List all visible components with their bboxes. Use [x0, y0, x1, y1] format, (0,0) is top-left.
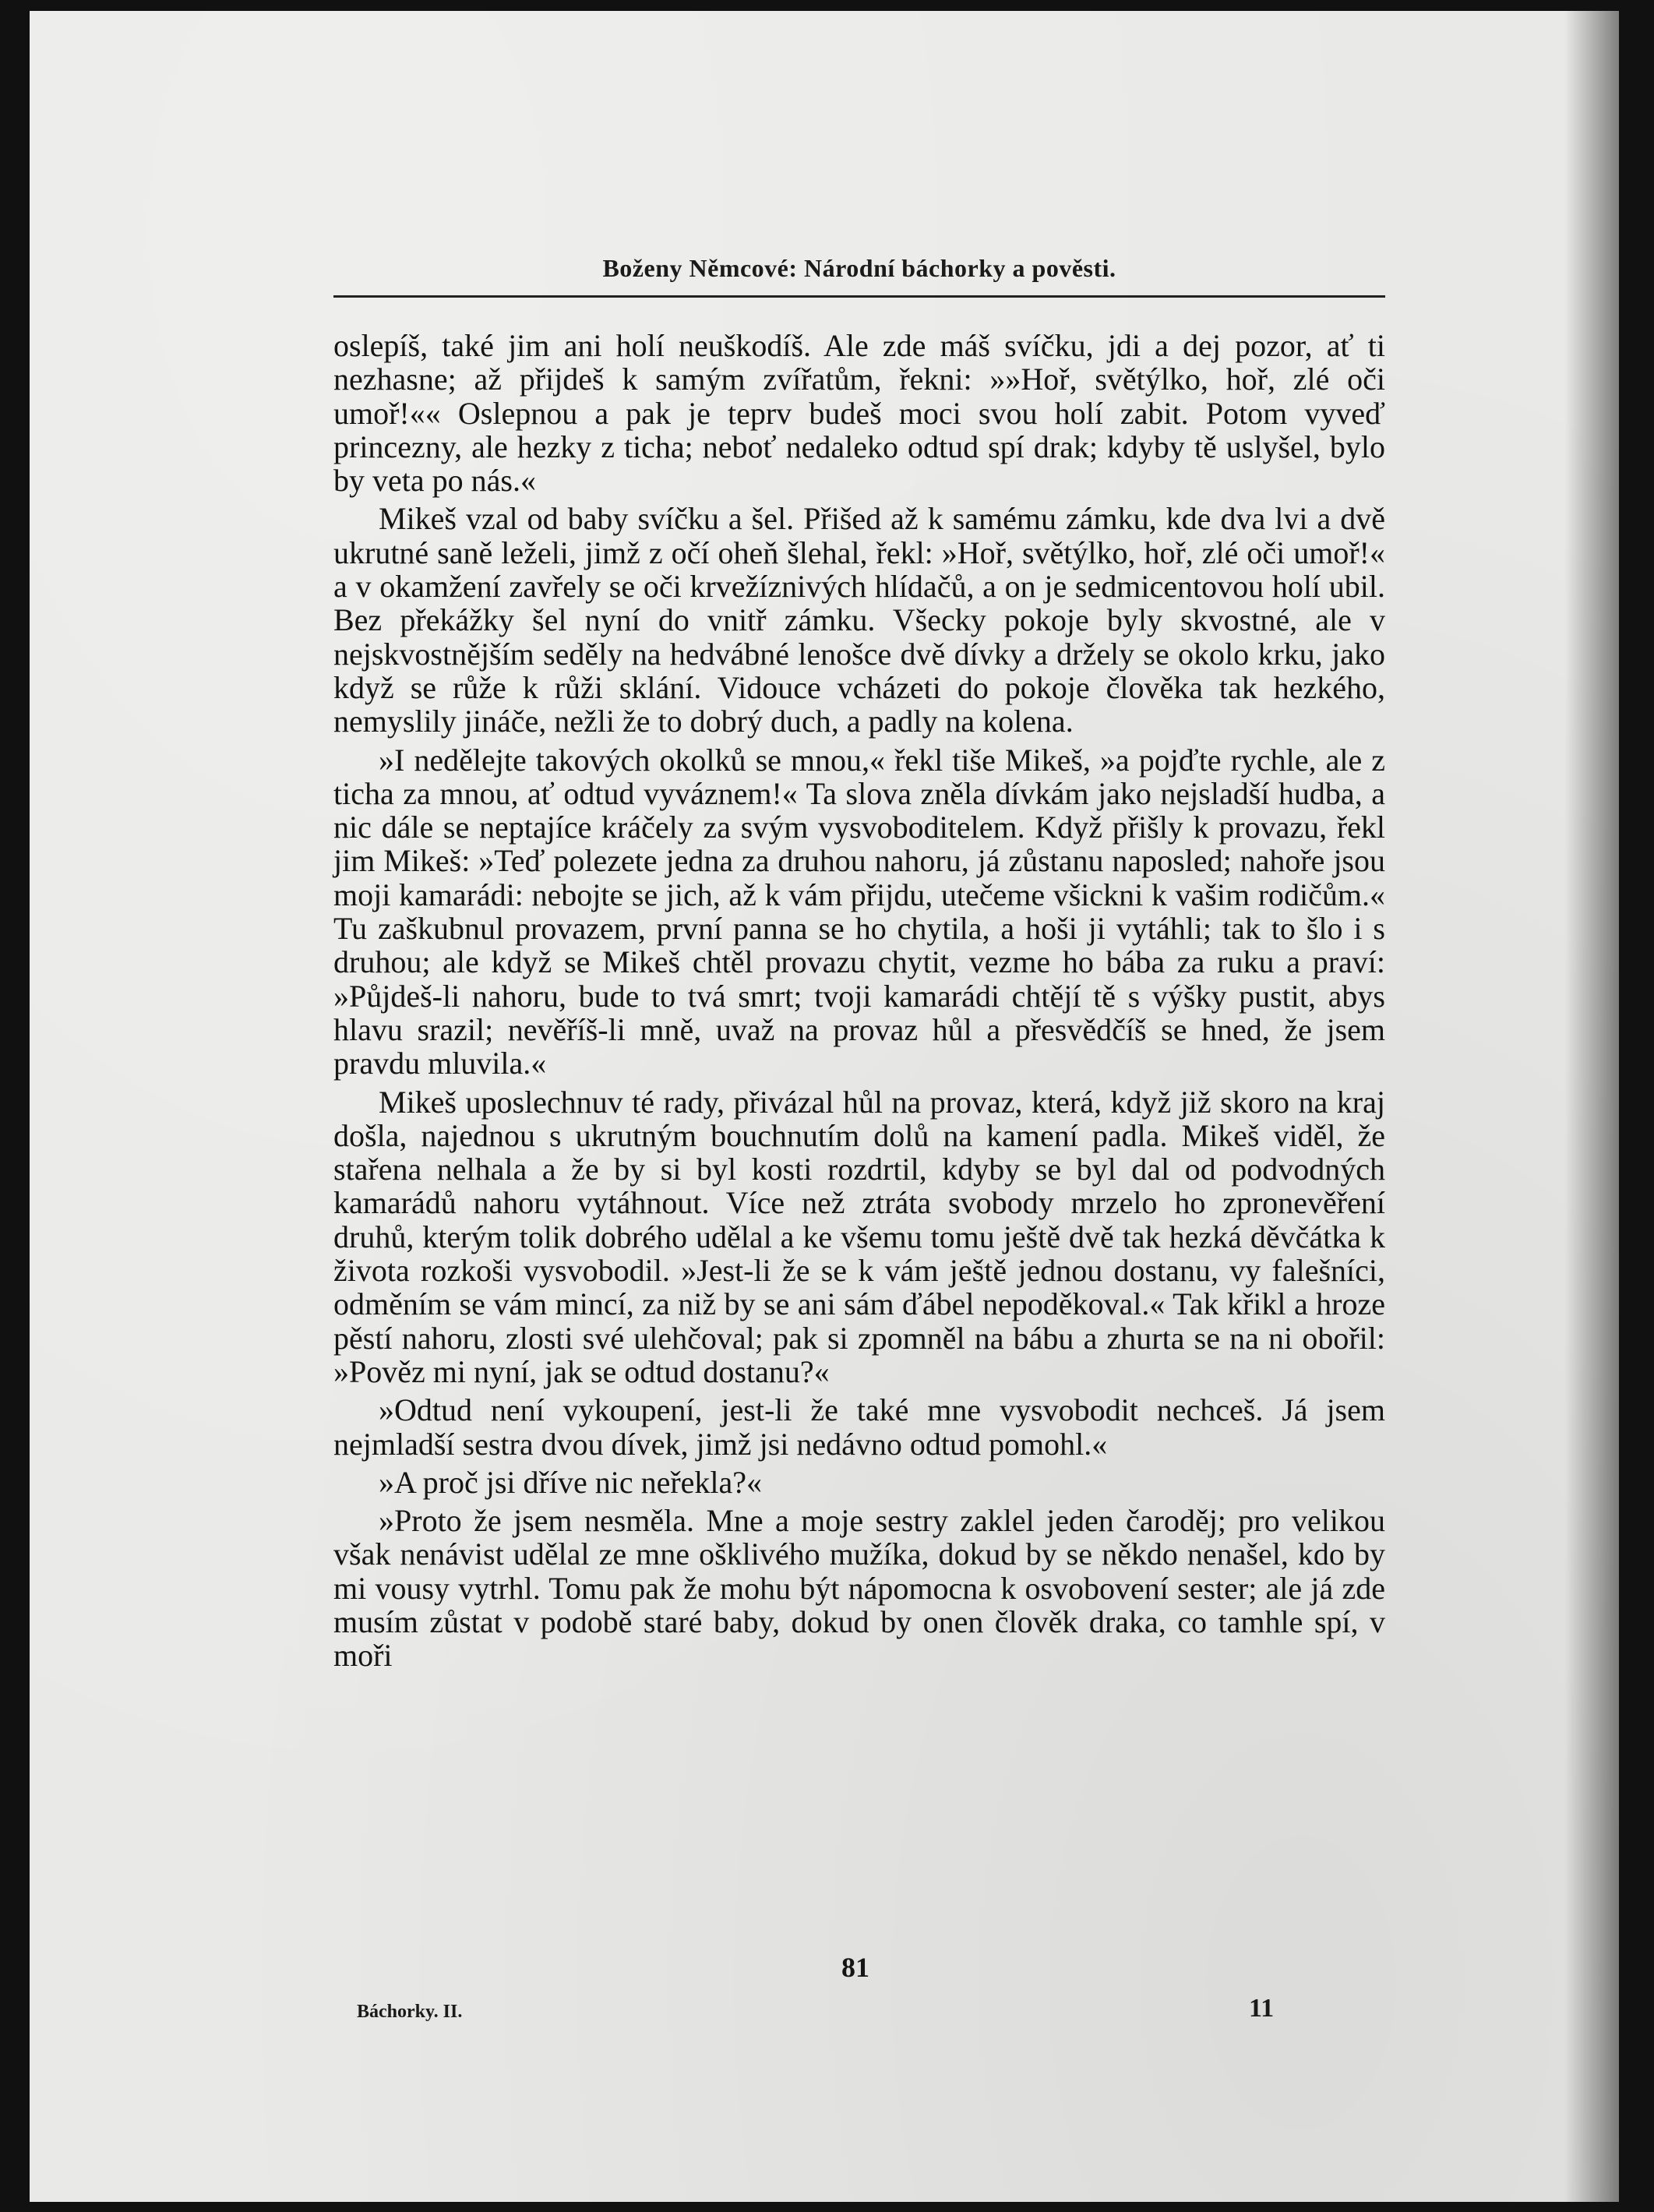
signature-mark: Báchorky. II. [357, 2002, 463, 2022]
sheet-number: 11 [1249, 1994, 1275, 2023]
paragraph-6: »A proč jsi dříve nic neřekla?« [379, 1464, 763, 1500]
header-rule [333, 295, 1385, 298]
paragraph-2: Mikeš vzal od baby svíčku a šel. Přišed až k samému zámku, kde dva lvi a dvě ukrutné saně leželi, jimž z očí oheň šlehal, řekl: »Hoř, světýlko, hoř, zlé oči umoř!« a v okamžení zavřely se oči krvežíznivých hlídačů, a on je sedmicentovou holí ubil. Bez překážky šel nyní do vnitř zámku. Všecky pokoje byly skvostné, ale v nejskvostnějším seděly na hedvábné lenošce dvě dívky a držely se okolo krku, jako když se růže k růži sklání. Vidouce vcházeti do pokoje člověka tak hezkého, nemyslily jináče, nežli že to dobrý duch, a padly na kolena. [333, 501, 1385, 739]
book-page [30, 11, 1619, 2202]
paragraph-4: Mikeš uposlechnuv té rady, přivázal hůl na provaz, která, když již skoro na kraj došla, najednou s ukrutným bouchnutím dolů na kamení padla. Mikeš viděl, že stařena nelhala a že by si byl kosti rozdrtil, kdyby se byl dal od podvodných kamarádů nahoru vytáhnout. Více než ztráta svobody mrzelo ho zpronevěření druhů, kterým tolik dobrého udělal a ke všemu tomu ještě dvě tak hezká děvčátka k života rozkoši vysvobodil. »Jest-li že se k vám ještě jednou dostanu, vy falešníci, odměním se vám mincí, za niž by se ani sám ďábel nepoděkoval.« Tak křikl a hroze pěstí nahoru, zlosti své ulehčoval; pak si zpomněl na bábu a zhurta se na ni obořil: »Pověz mi nyní, jak se odtud dostanu?« [333, 1084, 1385, 1389]
paragraph-5: »Odtud není vykoupení, jest-li že také mne vysvobodit nechceš. Já jsem nejmladší sestra dvou dívek, jimž jsi nedávno odtud pomohl.« [333, 1392, 1385, 1462]
running-title: Boženy Němcové: Národní báchorky a pověsti. [602, 254, 1116, 282]
page-number: 81 [841, 1952, 869, 1983]
paragraph-1: oslepíš, také jim ani holí neuškodíš. Ale zde máš svíčku, jdi a dej pozor, ať ti nezhasne; až přijdeš k samým zvířatům, řekni: »»Hoř, světýlko, hoř, zlé oči umoř!«« Oslepnou a pak je teprv budeš moci svou holí zabit. Potom vyveď princezny, ale hezky z ticha; neboť nedaleko odtud spí drak; kdyby tě uslyšel, bylo by veta po nás.« [333, 328, 1385, 499]
paragraph-7: »Proto že jsem nesměla. Mne a moje sestry zaklel jeden čaroděj; pro velikou však nenávist udělal ze mne ošklivého mužíka, dokud by se někdo nenašel, kdo by mi vousy vytrhl. Tomu pak že mohu být nápomocna k osvobovení sester; ale já zde musím zůstat v podobě staré baby, dokud by onen člověk draka, co tamhle spí, v moři [333, 1503, 1385, 1674]
paragraph-3: »I nedělejte takových okolků se mnou,« řekl tiše Mikeš, »a pojďte rychle, ale z ticha za mnou, ať odtud vyváznem!« Ta slova zněla dívkám jako nejsladší hudba, a nic dále se neptajíce kráčely za svým vysvoboditelem. Když přišly k provazu, řekl jim Mikeš: »Teď polezete jedna za druhou nahoru, já zůstanu naposled; nahoře jsou moji kamarádi: nebojte se jich, až k vám přijdu, utečeme všickni k vašim rodičům.« Tu zaškubnul provazem, první panna se ho chytila, a hoši ji vytáhli; tak to šlo i s druhou; ale když se Mikeš chtěl provazu chytit, vezme ho bába za ruku a praví: »Půjdeš-li nahoru, bude to tvá smrt; tvoji kamarádi chtějí tě s výšky pustit, abys hlavu srazil; nevěříš-li mně, uvaž na provaz hůl a přesvědčíš se hned, že jsem pravdu mluvila.« [333, 742, 1385, 1081]
body-text [333, 329, 1385, 1678]
